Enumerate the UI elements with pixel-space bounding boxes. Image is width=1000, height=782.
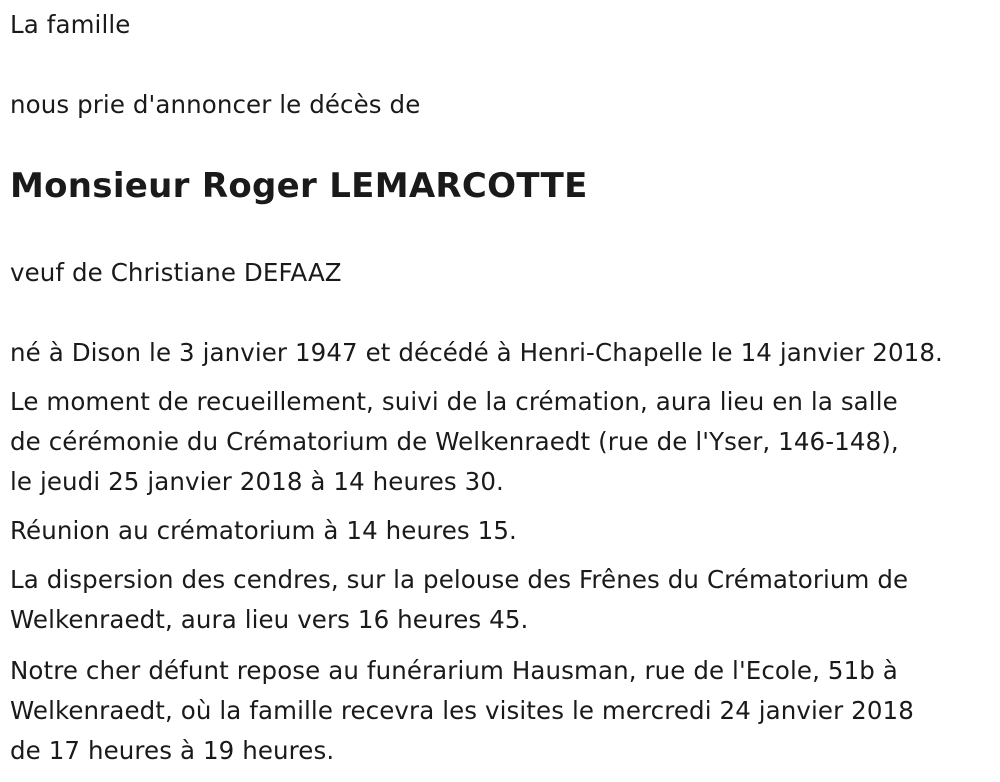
resting-line: Notre cher défunt repose au funérarium Hausman, rue de l'Ecole, 51b à bbox=[10, 656, 898, 685]
meeting-text: Réunion au crématorium à 14 heures 15. bbox=[10, 516, 517, 545]
announce-text: nous prie d'annoncer le décès de bbox=[10, 90, 421, 119]
ceremony-line: Le moment de recueillement, suivi de la crémation, aura lieu en la salle bbox=[10, 387, 898, 416]
resting-line: Welkenraedt, où la famille recevra les visites le mercredi 24 janvier 2018 bbox=[10, 696, 914, 725]
ceremony-paragraph bbox=[10, 382, 995, 502]
resting-paragraph bbox=[10, 651, 995, 771]
dispersion-line: Welkenraedt, aura lieu vers 16 heures 45. bbox=[10, 605, 529, 634]
birth-death-text: né à Dison le 3 janvier 1947 et décédé à Henri-Chapelle le 14 janvier 2018. bbox=[10, 338, 943, 367]
spouse-text: veuf de Christiane DEFAAZ bbox=[10, 258, 342, 287]
dispersion-paragraph bbox=[10, 560, 995, 640]
ceremony-line: le jeudi 25 janvier 2018 à 14 heures 30. bbox=[10, 467, 504, 496]
dispersion-line: La dispersion des cendres, sur la pelouse des Frênes du Crématorium de bbox=[10, 565, 909, 594]
ceremony-line: de cérémonie du Crématorium de Welkenraedt (rue de l'Yser, 146-148), bbox=[10, 427, 899, 456]
deceased-name: Monsieur Roger LEMARCOTTE bbox=[10, 166, 588, 206]
intro-text: La famille bbox=[10, 10, 131, 39]
resting-line: de 17 heures à 19 heures. bbox=[10, 736, 335, 765]
